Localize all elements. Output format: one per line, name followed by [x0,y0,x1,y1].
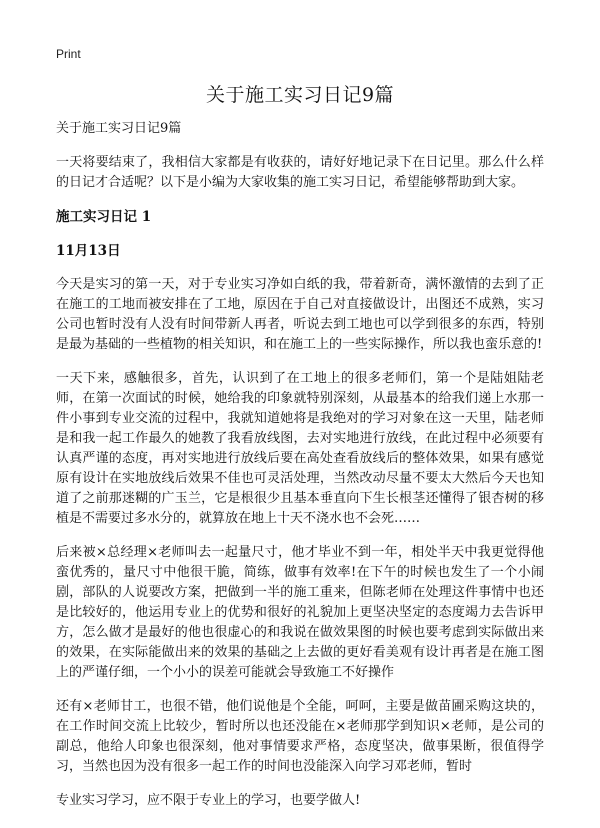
document-title: 关于施工实习日记9篇 [205,84,395,106]
document-body [56,119,544,825]
body-paragraph: 今天是实习的第一天，对于专业实习净如白纸的我，带着新奇，满怀激情的去到了正在施工的工地而被安排在了工地，原因在于自己对直接做设计，出图还不成熟，实习公司也暂时没有人没有时间带新人再者，听说去到工地也可以学到很多的东西，特别是最为基础的一些植物的相关知识，和在施工上的一些实际操作，所以我也蛮乐意的! [56,277,544,352]
intro-paragraph: 一天将要结束了，我相信大家都是有收获的，请好好地记录下在日记里。那么什么样的日记才合适呢？以下是小编为大家收集的施工实习日记，希望能够帮助到大家。 [56,155,544,190]
section-heading: 施工实习日记 1 [56,209,152,225]
date-heading: 11月13日 [56,243,121,259]
body-paragraph: 专业实习学习，应不限于专业上的学习，也要学做人! [56,793,361,808]
body-paragraph: 后来被×总经理×老师叫去一起量尺寸，他才毕业不到一年，相处半天中我更觉得他蛮优秀的，量尺寸中他很干脆，简练，做事有效率!在下午的时候也发生了一个小闹剧，部队的人说要改方案，把做到一半的施工重来，但陈老师在处理这件事情中也还是比较好的，他运用专业上的优势和很好的礼貌加上更坚决坚定的态度竭力去告诉甲方，怎么做才是最好的他也很虚心的和我说在做效果图的时候也要考虑到实际做出来的效果，在实际能做出来的效果的基础之上去做的更好看美观有设计再者是在施工图上的严谨仔细，一个小小的误差可能就会导致施工不好操作 [56,545,544,680]
document-subtitle: 关于施工实习日记9篇 [56,121,182,136]
body-paragraph: 一天下来，感触很多，首先，认识到了在工地上的很多老师们，第一个是陆姐陆老师，在第一次面试的时候，她给我的印象就特别深刻，从最基本的给我们递上水那一件小事到专业交流的过程中，我就知道她将是我绝对的学习对象在这一天里，陆老师是和我一起工作最久的她教了我看放线图，去对实地进行放线，在此过程中必须要有认真严谨的态度，再对实地进行放线后要在高处查看放线后的整体效果，如果有感觉原有设计在实地放线后效果不佳也可灵活处理，当然改动尽量不要太大然后今天也知道了之前那迷糊的广玉兰，它是根很少且基本垂直向下生长根茎还懂得了银杏树的移植是不需要过多水分的，就算放在地上十天不浇水也不会死…… [56,371,544,526]
print-label[interactable]: Print [56,47,81,61]
body-paragraph: 还有×老师甘工，也很不错，他们说他是个全能，呵呵，主要是做苗圃采购这块的，在工作时间交流上比较少，暂时所以也还没能在×老师那学到知识×老师，是公司的副总，他给人印象也很深刻，他对事情要求严格，态度坚决，做事果断，很值得学习，当然也因为没有很多一起工作的时间也没能深入向学习邓老师，暂时 [56,699,544,774]
